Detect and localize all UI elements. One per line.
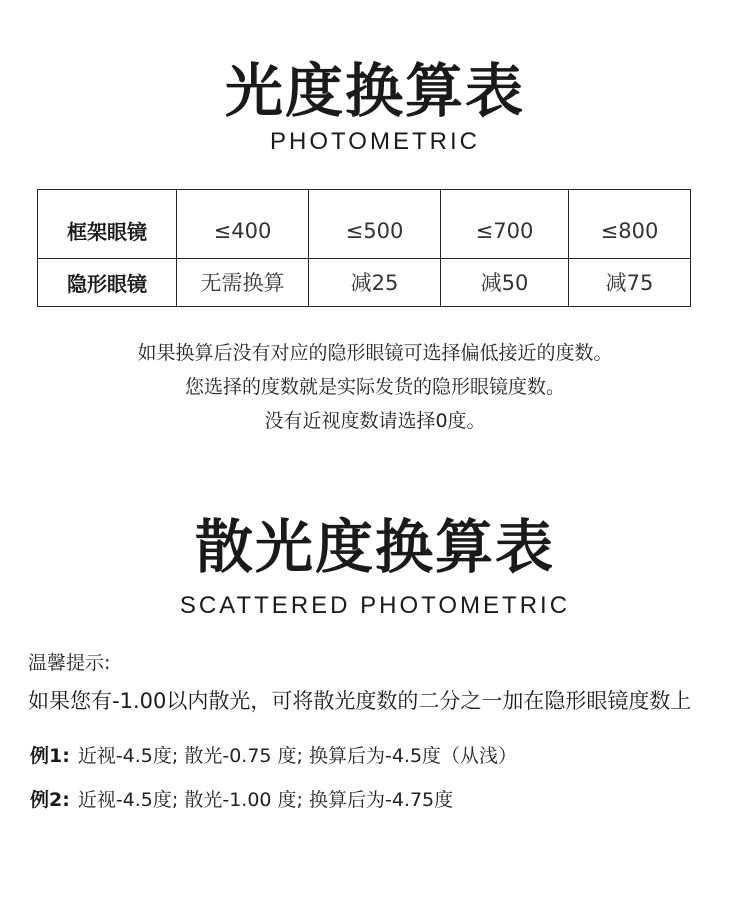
tip-label: 温馨提示: [28, 652, 111, 674]
tip-text: 如果您有-1.00以内散光，可将散光度数的二分之一加在隐形眼镜度数上 [28, 689, 692, 713]
table-cell: ≤700 [441, 190, 569, 259]
table-row-frame-glasses [38, 190, 691, 259]
example-label: 例1: [30, 745, 70, 767]
table-cell: 减75 [569, 258, 691, 306]
table-row-contact-lenses [38, 258, 691, 306]
conversion-table [37, 189, 691, 307]
example-label: 例2: [30, 789, 70, 811]
example-text: 近视-4.5度; 散光-0.75 度; 换算后为-4.5度（从浅） [77, 745, 518, 767]
example-2 [30, 785, 453, 812]
table-cell: ≤400 [177, 190, 309, 259]
table-cell: ≤500 [309, 190, 441, 259]
astigmatism-subtitle: SCATTERED PHOTOMETRIC [179, 592, 571, 619]
example-text: 近视-4.5度; 散光-1.00 度; 换算后为-4.75度 [77, 789, 454, 811]
note-line: 没有近视度数请选择0度。 [264, 410, 486, 432]
conversion-notes [0, 336, 750, 438]
table-cell: ≤800 [569, 190, 691, 259]
example-1 [30, 741, 517, 768]
note-line: 如果换算后没有对应的隐形眼镜可选择偏低接近的度数。 [137, 342, 613, 364]
table-cell: 减25 [309, 258, 441, 306]
photometric-title: 光度换算表 [224, 57, 525, 125]
note-line: 您选择的度数就是实际发货的隐形眼镜度数。 [184, 376, 565, 398]
row-header-frame-glasses: 框架眼镜 [38, 190, 177, 259]
astigmatism-title: 散光度换算表 [194, 513, 555, 581]
table-cell: 减50 [441, 258, 569, 306]
row-header-contact-lenses: 隐形眼镜 [38, 258, 177, 306]
photometric-subtitle: PHOTOMETRIC [270, 128, 480, 155]
table-cell: 无需换算 [177, 258, 309, 306]
